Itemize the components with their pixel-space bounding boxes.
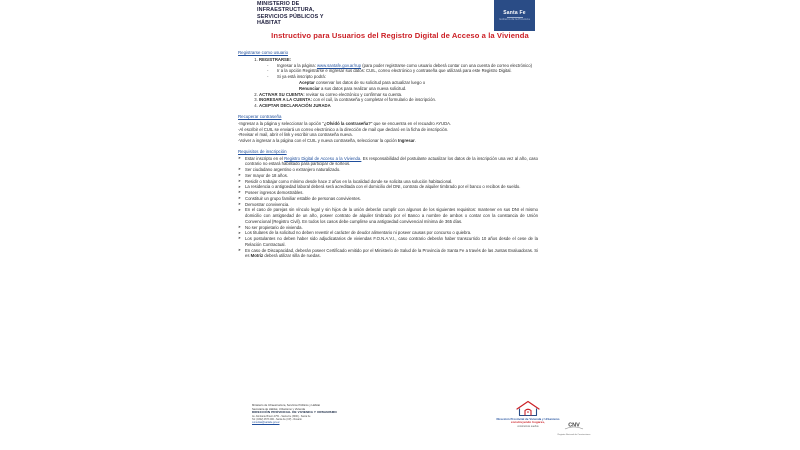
footer-address: Av. Almirante Brown 4751 - Santa Fe (3000) - Santa Fe — [252, 414, 311, 418]
req-10-text: No ser propietario de vivienda. — [245, 224, 303, 230]
req-1-post: Es responsabilidad del postulante actualizar los datos de la inscripción una vez al año, caso contrario no estará habilitado para participar de sorteos. — [245, 155, 538, 167]
house-icon — [515, 400, 541, 417]
req-7-text: Constituir un grupo familiar estable de personas convivientes. — [245, 195, 361, 201]
requirement-item — [238, 248, 538, 260]
register-step-1-label: REGISTRARSE: — [259, 56, 292, 62]
cnv-logo-icon — [562, 420, 586, 433]
req-13-tail: deberá utilizar silla de ruedas. — [263, 253, 321, 259]
footer-ministry: Ministerio de Infraestructura, Servicios Públicos y Hábitat — [252, 404, 320, 407]
recover-line-4-post: . — [414, 138, 416, 144]
ministry-line-1: MINISTERIO DE — [257, 1, 300, 7]
section-heading-recover: Recuperar contraseña — [238, 113, 282, 119]
register-step-2-label: ACTIVAR SU CUENTA: — [259, 91, 305, 97]
req-5-text: La residencia o antigüedad laboral deberá será acreditada con el domicilio del DNI, contrato de alquiler timbrado por el banco o recibos de sueldo. — [245, 184, 521, 190]
req-1-pre: Estar inscripto en el — [245, 155, 285, 161]
req-6-text: Poseer ingresos demostrables. — [245, 190, 304, 196]
bullet-3-text: Si ya está inscripto podrá: — [277, 74, 326, 80]
footer-center-line-1: Dirección Provincial de Vivienda y Urbanismo — [496, 417, 560, 421]
recover-steps-list — [238, 121, 538, 144]
suboption-renounce-rest: a sus datos para realizar una nueva solicitud. — [319, 85, 407, 91]
suboption-accept-rest: conservar los datos de su solicitud para actualizar luego o — [314, 79, 426, 85]
footer-email[interactable]: consultas@santafe.gov.ar — [252, 421, 280, 425]
req-9-text: En el caso de parejas sin vínculo legal y sin hijos de la unión deberán cumplir con algunos de los siguientes requisitos: mantener en sus DNI el mismo domicilio con antigüedad de un año, poseer contrato de alquiler timbrado por el Banco a nombre de ambos o contar con la constancia de Unión Convencional (Registro Civil). En todos los casos debe cumplirse una antigüedad convivencial mínima de 365 días. — [245, 207, 538, 224]
register-steps-list — [238, 57, 538, 109]
document-body — [238, 50, 538, 259]
register-step-3-label: INGRESAR A LA CUENTA: — [259, 97, 313, 103]
requirement-item — [238, 156, 538, 168]
santa-fe-logo — [494, 0, 535, 31]
footer-address-block — [252, 404, 422, 425]
recover-line-2-pre: -Al escribir el CUIL se enviará un correo electrónico a la dirección de mail que declaró en la ficha de inscripción. — [238, 126, 449, 132]
suboption-accept-label: Aceptar — [299, 79, 315, 85]
recover-line-4-bold: Ingresar — [398, 138, 415, 144]
santa-fe-logo-name: Santa Fe — [503, 9, 526, 16]
footer-phone: Tel: (0342) 4573 000 - Santa Fe (CP) - Rosario — [252, 417, 302, 421]
register-step-4-label: ACEPTAR DECLARACIÓN JURADA — [259, 103, 331, 109]
section-heading-register: Registrarse como usuario — [238, 50, 289, 55]
requirements-list — [238, 156, 538, 260]
footer-center-line-3: construimos sueños — [517, 425, 539, 428]
footer-cnv-logo-block — [540, 420, 608, 436]
bullet-2-text: Ir a la opción Registrarse e ingresar sus datos: CUIL, correo electrónico y contraseña que utilizará para este Registro Digital. — [277, 68, 512, 74]
list-item — [267, 74, 538, 80]
ministry-line-2: INFRAESTRUCTURA, — [257, 7, 315, 14]
register-step-2-text: revisar su correo electrónico y confirmar su cuenta. — [304, 91, 403, 97]
req-13-pre: En caso de Discapacidad, deberán poseer Certificado emitido por el Ministerio de Salud de la Provincia de Santa Fe a través de las Juntas Evaluadoras. Si es — [245, 247, 538, 259]
req-4-text: Residir o trabajar como mínimo desde hace 2 años en la localidad donde se solicita una solución habitacional. — [245, 178, 453, 184]
rup-link[interactable]: www.santafe.gov.ar/rup — [316, 62, 362, 68]
ministry-name — [257, 1, 407, 27]
recover-line-1-bold: ¿Olvidó la contraseña? — [323, 120, 371, 126]
svg-text:CNV: CNV — [568, 422, 580, 429]
section-heading-requirements: Requisitos de inscripción — [238, 148, 287, 154]
register-step-3-text: con el cuil, la contraseña y completar el formulario de inscripción. — [312, 97, 437, 103]
ministry-line-4: HÁBITAT — [257, 20, 281, 27]
requirement-item — [238, 207, 538, 224]
footer-cnv-sub: Registro Nacional de Constructores — [557, 433, 591, 436]
req-12-text: Los postulantes no deben haber sido adjudicatarios de viviendas F.O.N.A.V.I., caso contrario deberán haber transcurrido 10 años desde el cese de la Relación Contractual. — [245, 236, 538, 247]
footer-secretariat: Secretaría de Hábitat, Urbanismo y Vivienda — [252, 407, 305, 411]
recover-line-1-pre: -Ingresar a la página y seleccionar la opción " — [238, 120, 324, 126]
recover-line-3-pre: -Revisar el mail, abrir el link y escribir una contraseña nueva. — [238, 132, 353, 138]
page-title: Instructivo para Usuarios del Registro Digital de Acceso a la Vivienda — [271, 31, 529, 40]
ministry-line-3: SERVICIOS PÚBLICOS Y — [257, 13, 324, 20]
footer-direction: DIRECCIÓN PROVINCIAL DE VIVIENDA Y URBANISMO — [252, 410, 337, 415]
document-header — [0, 0, 800, 31]
recover-line-1-post: " que se encuentra en el recuadro AYUDA. — [370, 120, 452, 126]
req-3-text: Ser mayor de 18 años. — [245, 172, 288, 178]
bullet-1-pre: Ingresar a la página: — [277, 62, 317, 68]
requirement-item — [238, 236, 538, 248]
recover-line-4-pre: -Volver a ingresar a la página con el CUIL y nueva contraseña, seleccionar la opción — [238, 138, 399, 144]
santa-fe-logo-subtitle: Gobierno de la Provincia — [499, 17, 530, 21]
registro-digital-link[interactable]: Registro Digital de Acceso a la Vivienda. — [284, 155, 362, 161]
register-step-1-bullets — [259, 63, 538, 80]
req-13-bold: Motriz — [250, 253, 264, 259]
bullet-1-post: (para poder registrarse como usuario deberá contar con una cuenta de correo electrónico) — [361, 62, 533, 68]
footer-center-line-2: construyendo hogares, — [510, 420, 546, 425]
suboption-renounce-label: Renunciar — [299, 85, 320, 91]
req-11-text: Los titulares de la solicitud no deben revestir el carácter de deudor alimentario ni poseer causas por concurso o quiebra. — [245, 230, 472, 236]
req-8-text: Demostrar convivencia. — [245, 201, 290, 207]
req-2-text: Ser ciudadano argentino o extranjero naturalizado. — [245, 167, 341, 173]
register-step-1 — [259, 57, 538, 92]
